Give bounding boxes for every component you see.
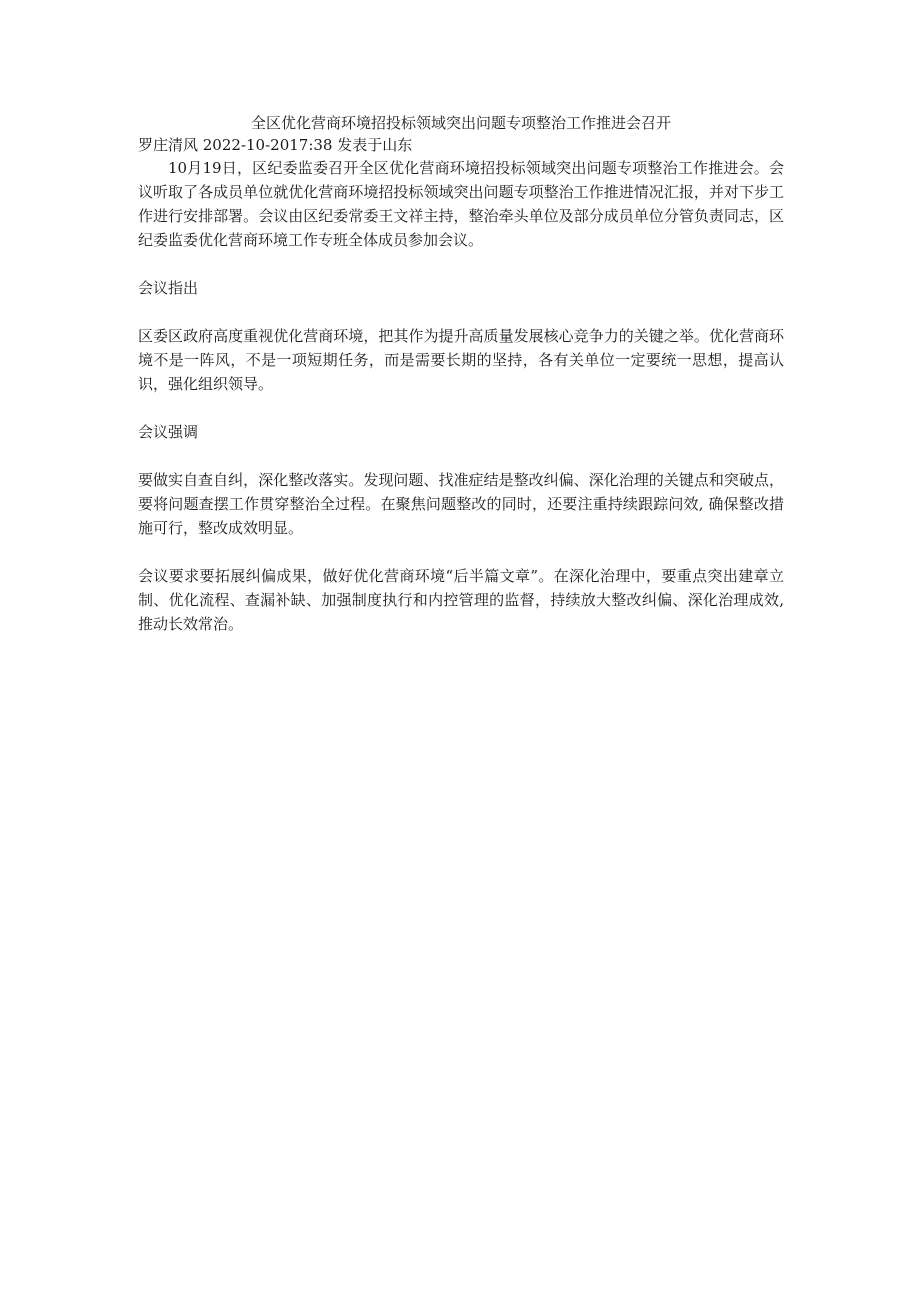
section1-heading: 会议指出	[138, 279, 199, 297]
article-title: 全区优化营商环境招投标领域突出问题专项整治工作推进会召开	[250, 114, 671, 132]
spacer	[138, 252, 784, 276]
closing-paragraph: 会议要求要拓展纠偏成果，做好优化营商环境“后半篇文章”。在深化治理中，要重点突出建章立制、优化流程、查漏补缺、加强制度执行和内控管理的监督，持续放大整改纠偏、深化治理成效, 推动长效常治。	[138, 567, 784, 633]
article	[138, 112, 784, 636]
spacer	[138, 540, 784, 564]
article-byline: 罗庄清风 2022-10-2017:38 发表于山东	[138, 136, 413, 154]
spacer	[138, 396, 784, 420]
spacer	[138, 444, 784, 468]
section2-paragraph: 要做实自查自纠，深化整改落实。发现问题、找准症结是整改纠偏、深化治理的关键点和突破点，要将问题查摆工作贯穿整治全过程。在聚焦问题整改的同时，还要注重持续跟踪问效, 确保整改措施可行，整改成效明显。	[138, 471, 784, 537]
spacer	[138, 300, 784, 324]
section1-paragraph: 区委区政府高度重视优化营商环境，把其作为提升高质量发展核心竞争力的关键之举。优化营商环境不是一阵风，不是一项短期任务，而是需要长期的坚持，各有关单位一定要统一思想，提高认识，强化组织领导。	[138, 327, 784, 393]
intro-paragraph: 10月19日，区纪委监委召开全区优化营商环境招投标领域突出问题专项整治工作推进会。会议听取了各成员单位就优化营商环境招投标领域突出问题专项整治工作推进情况汇报，并对下步工作进行安排部署。会议由区纪委常委王文祥主持，整治牵头单位及部分成员单位分管负责同志，区纪委监委优化营商环境工作专班全体成员参加会议。	[138, 159, 784, 249]
section2-heading: 会议强调	[138, 423, 199, 441]
